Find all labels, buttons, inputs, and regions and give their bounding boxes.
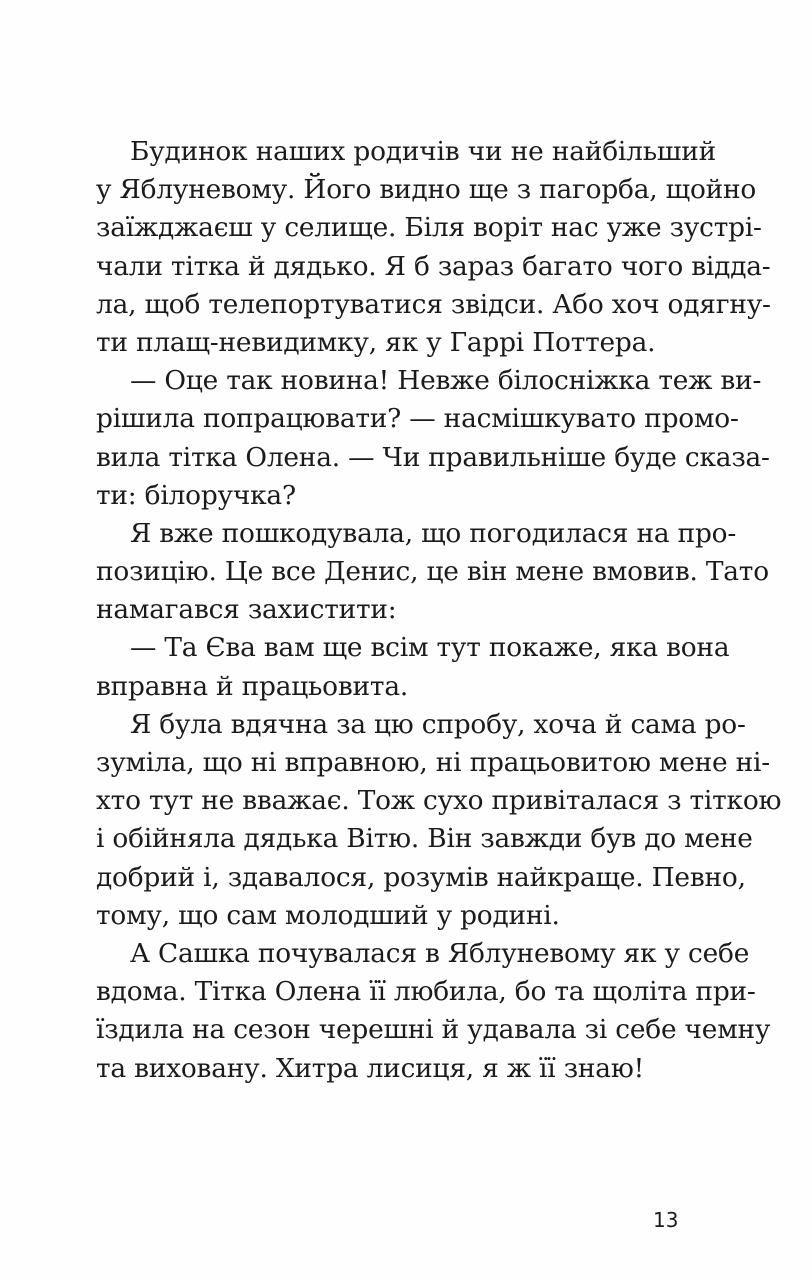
- text-line: намагався захистити:: [96, 594, 397, 626]
- text-line: Будинок наших родичів чи не найбільший: [130, 136, 716, 167]
- body-text: [96, 133, 782, 1088]
- text-line: ла, щоб телепортуватися звідси. Або хоч одягну-: [96, 288, 771, 320]
- text-line: і обійняла дядька Вітю. Він завжди був до мене: [96, 823, 753, 855]
- text-line: вдома. Тітка Олена її любила, бо та щоліта при-: [96, 976, 756, 1008]
- text-line: ти: білоручка?: [96, 479, 296, 511]
- text-line: Я була вдячна за цю спробу, хоча й сама ро-: [130, 708, 746, 740]
- text-line: їздила на сезон черешні й удавала зі себе чемну: [96, 1014, 771, 1046]
- text-line: та виховану. Хитра лисиця, я ж її знаю!: [96, 1052, 645, 1084]
- text-line: зуміла, що ні вправною, ні працьовитою мене ні-: [96, 747, 771, 778]
- text-line: тому, що сам молодший у родині.: [96, 899, 560, 931]
- text-line: А Сашка почувалася в Яблуневому як у себе: [130, 937, 750, 969]
- text-line: заїжджаєш у селище. Біля воріт нас уже зустрі-: [96, 212, 762, 244]
- text-line: чали тітка й дядько. Я б зараз багато чого відда-: [96, 250, 771, 282]
- text-line: добрий і, здавалося, розумів найкраще. Певно,: [96, 861, 746, 893]
- text-line: у Яблуневому. Його видно ще з пагорба, щойно: [96, 174, 757, 206]
- text-line: — Та Єва вам ще всім тут покаже, яка вона: [130, 632, 730, 664]
- text-line: вила тітка Олена. — Чи правильніше буде сказа-: [96, 441, 770, 473]
- text-line: хто тут не вважає. Тож сухо привіталася з тіткою: [96, 785, 782, 817]
- text-line: рішила попрацювати? — насмішкувато промо-: [96, 403, 739, 435]
- text-line: ти плащ-невидимку, як у Гаррі Поттера.: [96, 326, 656, 358]
- text-line: вправна й працьовита.: [96, 670, 409, 702]
- text-line: Я вже пошкодувала, що погодилася на про-: [130, 517, 737, 549]
- text-line: — Оце так новина! Невже білосніжка теж ви-: [130, 365, 762, 397]
- page-number: 13: [653, 1208, 679, 1232]
- text-line: позицію. Це все Денис, це він мене вмовив. Тато: [96, 556, 769, 588]
